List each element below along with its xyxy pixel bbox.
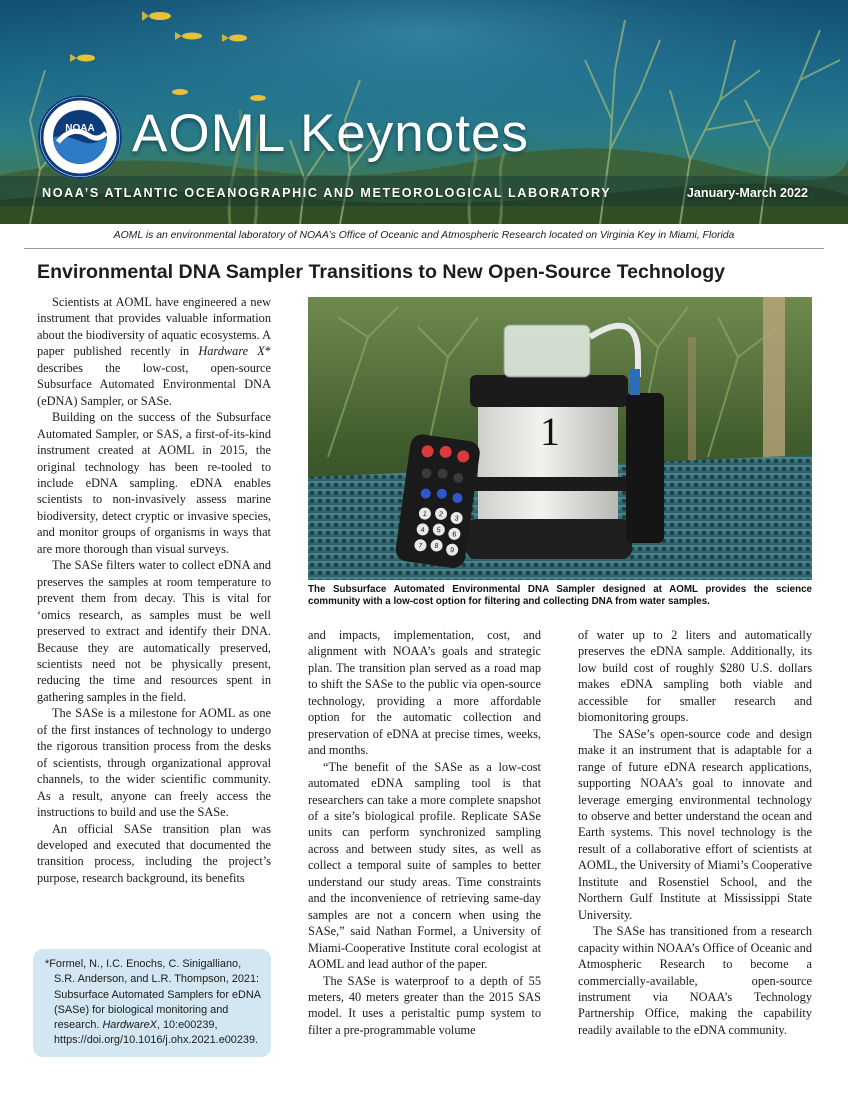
- article-column-1: [37, 294, 271, 886]
- paragraph: The SASe filters water to collect eDNA and preserves the samples at room temperature to prevent them from decay. This is vital for ‘omics research, as samples must be well preserved to extract and identify their DNA. Because they are automatically preserved, scientists need not be physically present, reducing the time and resources spent in gathering samples in the field.: [37, 558, 271, 704]
- photo-caption: The Subsurface Automated Environmental DNA Sampler designed at AOML provides the science community with a low-cost option for filtering and collecting DNA from water samples.: [308, 584, 812, 608]
- paragraph: The SASe’s open-source code and design make it an instrument that is adaptable for a range of future eDNA research applications, supporting NOAA’s goal to innovate and leverage emerging environmental technology to observe and better understand the ocean and Earth systems. This novel technology is the result of a collaborative effort of scientists at AOML, the University of Miami’s Cooperative Institute and Rosenstiel School, and the Northern Gulf Institute at Mississippi State University.: [578, 726, 812, 922]
- article-column-2: [308, 627, 541, 1038]
- paragraph: Scientists at AOML have engineered a new instrument that provides valuable information about the biodiversity of aquatic ecosystems. A paper published recently in Hardware X* describes the low-cost, open-source Subsurface Automated Environmental DNA (eDNA) Sampler, or SASe.: [37, 295, 271, 408]
- remote-button: 5: [436, 526, 442, 535]
- article-column-3: [578, 627, 812, 1038]
- unit-number-label: 1: [540, 409, 560, 454]
- article-headline: Environmental DNA Sampler Transitions to New Open-Source Technology: [37, 261, 726, 283]
- remote-button: 9: [449, 546, 455, 555]
- remote-button: 4: [420, 526, 425, 535]
- remote-button: 8: [434, 542, 439, 551]
- remote-button: 7: [417, 542, 423, 550]
- lab-name: NOAA’S ATLANTIC OCEANOGRAPHIC AND METEOROLOGICAL LABORATORY: [42, 186, 612, 200]
- citation-box: [33, 949, 271, 1057]
- remote-button: 3: [454, 515, 459, 523]
- paragraph: The SASe has transitioned from a research capacity within NOAA’s Office of Oceanic and Atmospheric Research to become a commercially-available, open-source instrument via NOAA’s Technology Partnership Office, making the capability readily available to the eDNA community.: [578, 924, 812, 1037]
- sampler-photo: [308, 297, 812, 580]
- paragraph: Building on the success of the Subsurface Automated Sampler, or SAS, a first-of-its-kind instrument created at AOML in 2015, the original technology has been re-tooled to include eDNA sampling. eDNA enables scientists to non-invasively assess marine biodiversity, detect cryptic or invasive species, and monitor groups of organisms in ways that are more thorough than visual surveys.: [37, 410, 271, 556]
- tagline: AOML is an environmental laboratory of NOAA’s Office of Oceanic and Atmospheric Research located on Virginia Key in Miami, Florida: [113, 230, 735, 241]
- paragraph: “The benefit of the SASe as a low-cost automated eDNA sampling tool is that researchers can take a more complete snapshot of a site’s biological profile. Replicate SASe units can perform synchronized sampling across and between study sites, as well as collect a temporal suite of samples to better understand our study areas. Time constraints and the inconvenience of retrieving same-day samples are not a concern when using the SASe,” said Nathan Formel, a University of Miami-Cooperative Institute coral ecologist at AOML and lead author of the paper.: [308, 759, 541, 972]
- noaa-seal-icon: [38, 95, 122, 179]
- noaa-logo-text: NOAA: [65, 123, 95, 134]
- issue-date: January-March 2022: [686, 186, 808, 200]
- divider: [24, 248, 824, 249]
- header-banner: [0, 0, 848, 224]
- paragraph: and impacts, implementation, cost, and alignment with NOAA’s goals and strategic plan. The transition plan served as a road map to shift the SASe to the public via open-source technology, providing a more affordable option for the automatic collection and preservation of eDNA at precise times, weeks, and months.: [308, 628, 541, 758]
- remote-button: 6: [451, 531, 457, 539]
- remote-button: 2: [438, 511, 444, 519]
- paragraph: The SASe is waterproof to a depth of 55 meters, 40 meters greater than the 2015 SAS model. It uses a peristaltic pump system to filter a pre-programmable volume: [308, 973, 541, 1037]
- paragraph: The SASe is a milestone for AOML as one of the first instances of technology to undergo the rigorous transition process from the desks of scientists, through organizational approval channels, to the wider scientific community. As a result, anyone can freely access the instructions to build and use the SASe.: [37, 706, 271, 820]
- noaa-logo: [38, 95, 122, 179]
- sasE-sampler-image: [308, 297, 812, 580]
- citation-text: *Formel, N., I.C. Enochs, C. Sinigalliano, S.R. Anderson, and L.R. Thompson, 2021: Subsurface Automated Samplers for eDNA (SASe) for biological monitoring and research. HardwareX, 10:e00239, https://doi.org/10.1016/j.ohx.2021.e00239.: [45, 958, 261, 1047]
- remote-button: 1: [422, 510, 428, 519]
- paragraph: of water up to 2 liters and automatically preserves the eDNA sample. Additionally, its low build cost of roughly $280 U.S. dollars makes eDNA sampling both viable and accessible for smaller research and biomonitoring groups.: [578, 628, 812, 725]
- paragraph: An official SASe transition plan was developed and executed that documented the transition process, including the project’s purpose, research background, its benefits: [37, 821, 271, 885]
- newsletter-title: AOML Keynotes: [132, 104, 529, 163]
